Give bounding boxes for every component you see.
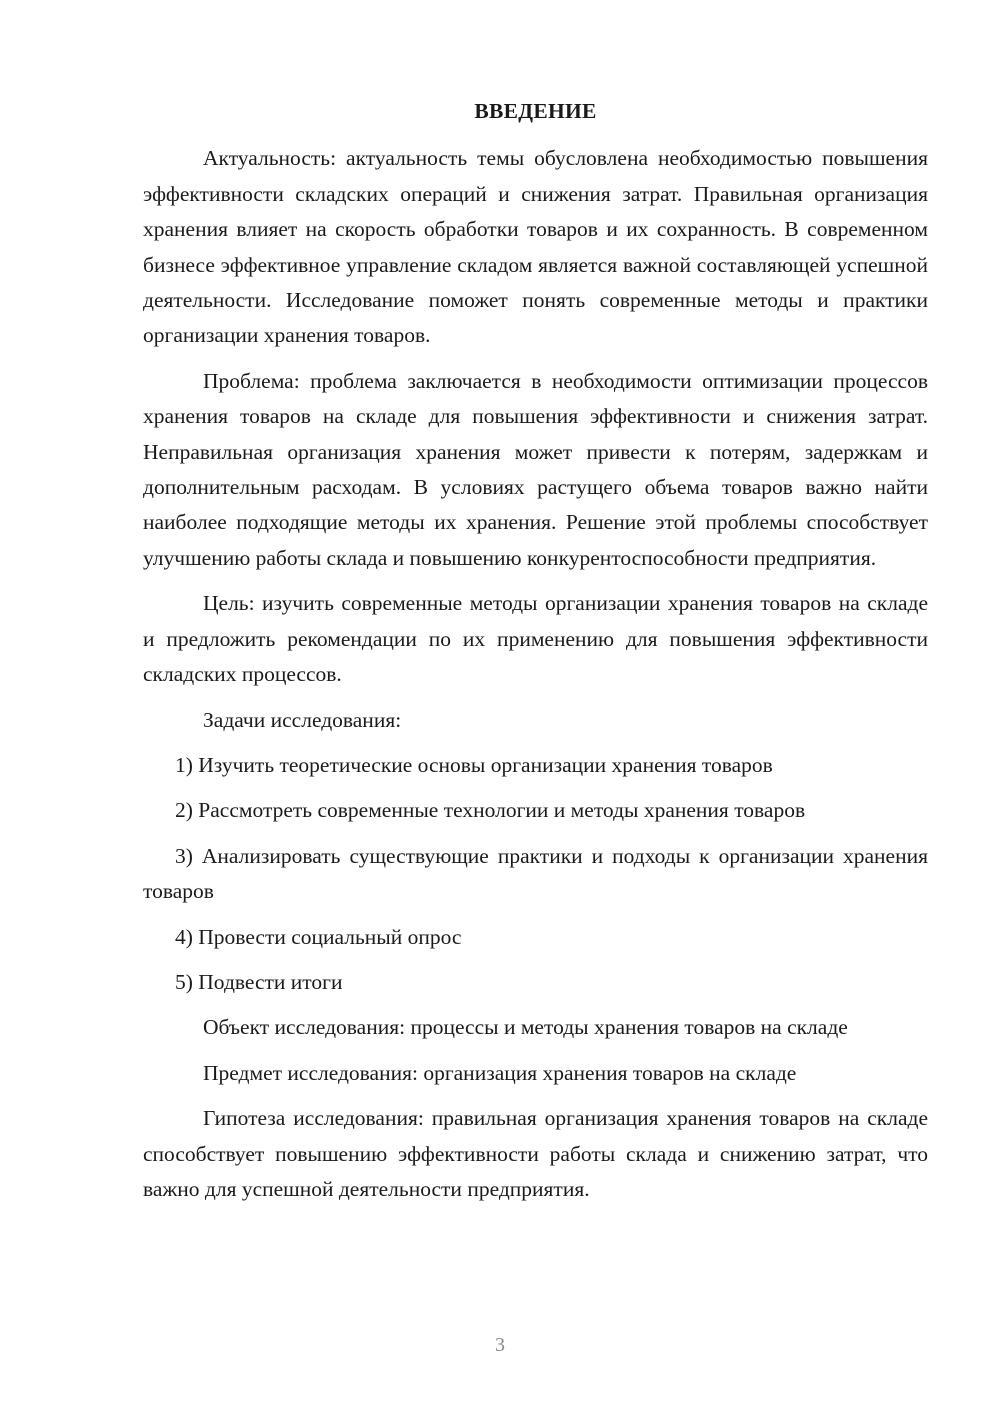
hypothesis-paragraph: Гипотеза исследования: правильная организация хранения товаров на складе способствует повышению эффективности работы склада и снижению затрат, что важно для успешной деятельности предприятия. <box>143 1106 928 1201</box>
task-item-5: 5) Подвести итоги <box>175 969 343 994</box>
object-paragraph: Объект исследования: процессы и методы хранения товаров на складе <box>203 1015 848 1040</box>
task-item-4: 4) Провести социальный опрос <box>175 924 462 949</box>
tasks-title: Задачи исследования: <box>203 707 402 732</box>
goal-paragraph: Цель: изучить современные методы организации хранения товаров на складе и предложить рекомендации по их применению для повышения эффективности складских процессов. <box>143 591 928 687</box>
subject-paragraph: Предмет исследования: организация хранения товаров на складе <box>203 1060 797 1085</box>
problem-paragraph: Проблема: проблема заключается в необходимости оптимизации процессов хранения товаров на складе для повышения эффективности и снижения затрат. Неправильная организация хранения может привести к потерям, задержкам и дополнительным расходам. В условиях растущего объема товаров важно найти наиболее подходящие методы их хранения. Решение этой проблемы способствует улучшению работы склада и повышению конкурентоспособности предприятия. <box>143 368 928 570</box>
section-heading: ВВЕДЕНИЕ <box>474 99 597 123</box>
task-item-3: 3) Анализировать существующие практики и подходы к организации хранения товаров <box>143 843 928 904</box>
task-item-1: 1) Изучить теоретические основы организации хранения товаров <box>175 752 773 777</box>
page-content <box>143 94 928 1207</box>
task-item-2: 2) Рассмотреть современные технологии и методы хранения товаров <box>175 798 806 823</box>
relevance-paragraph: Актуальность: актуальность темы обусловлена необходимостью повышения эффективности складских операций и снижения затрат. Правильная организация хранения влияет на скорость обработки товаров и их сохранность. В современном бизнесе эффективное управление складом является важной составляющей успешной деятельности. Исследование поможет понять современные методы и практики организации хранения товаров. <box>143 146 928 348</box>
page-number: 3 <box>495 1334 505 1356</box>
